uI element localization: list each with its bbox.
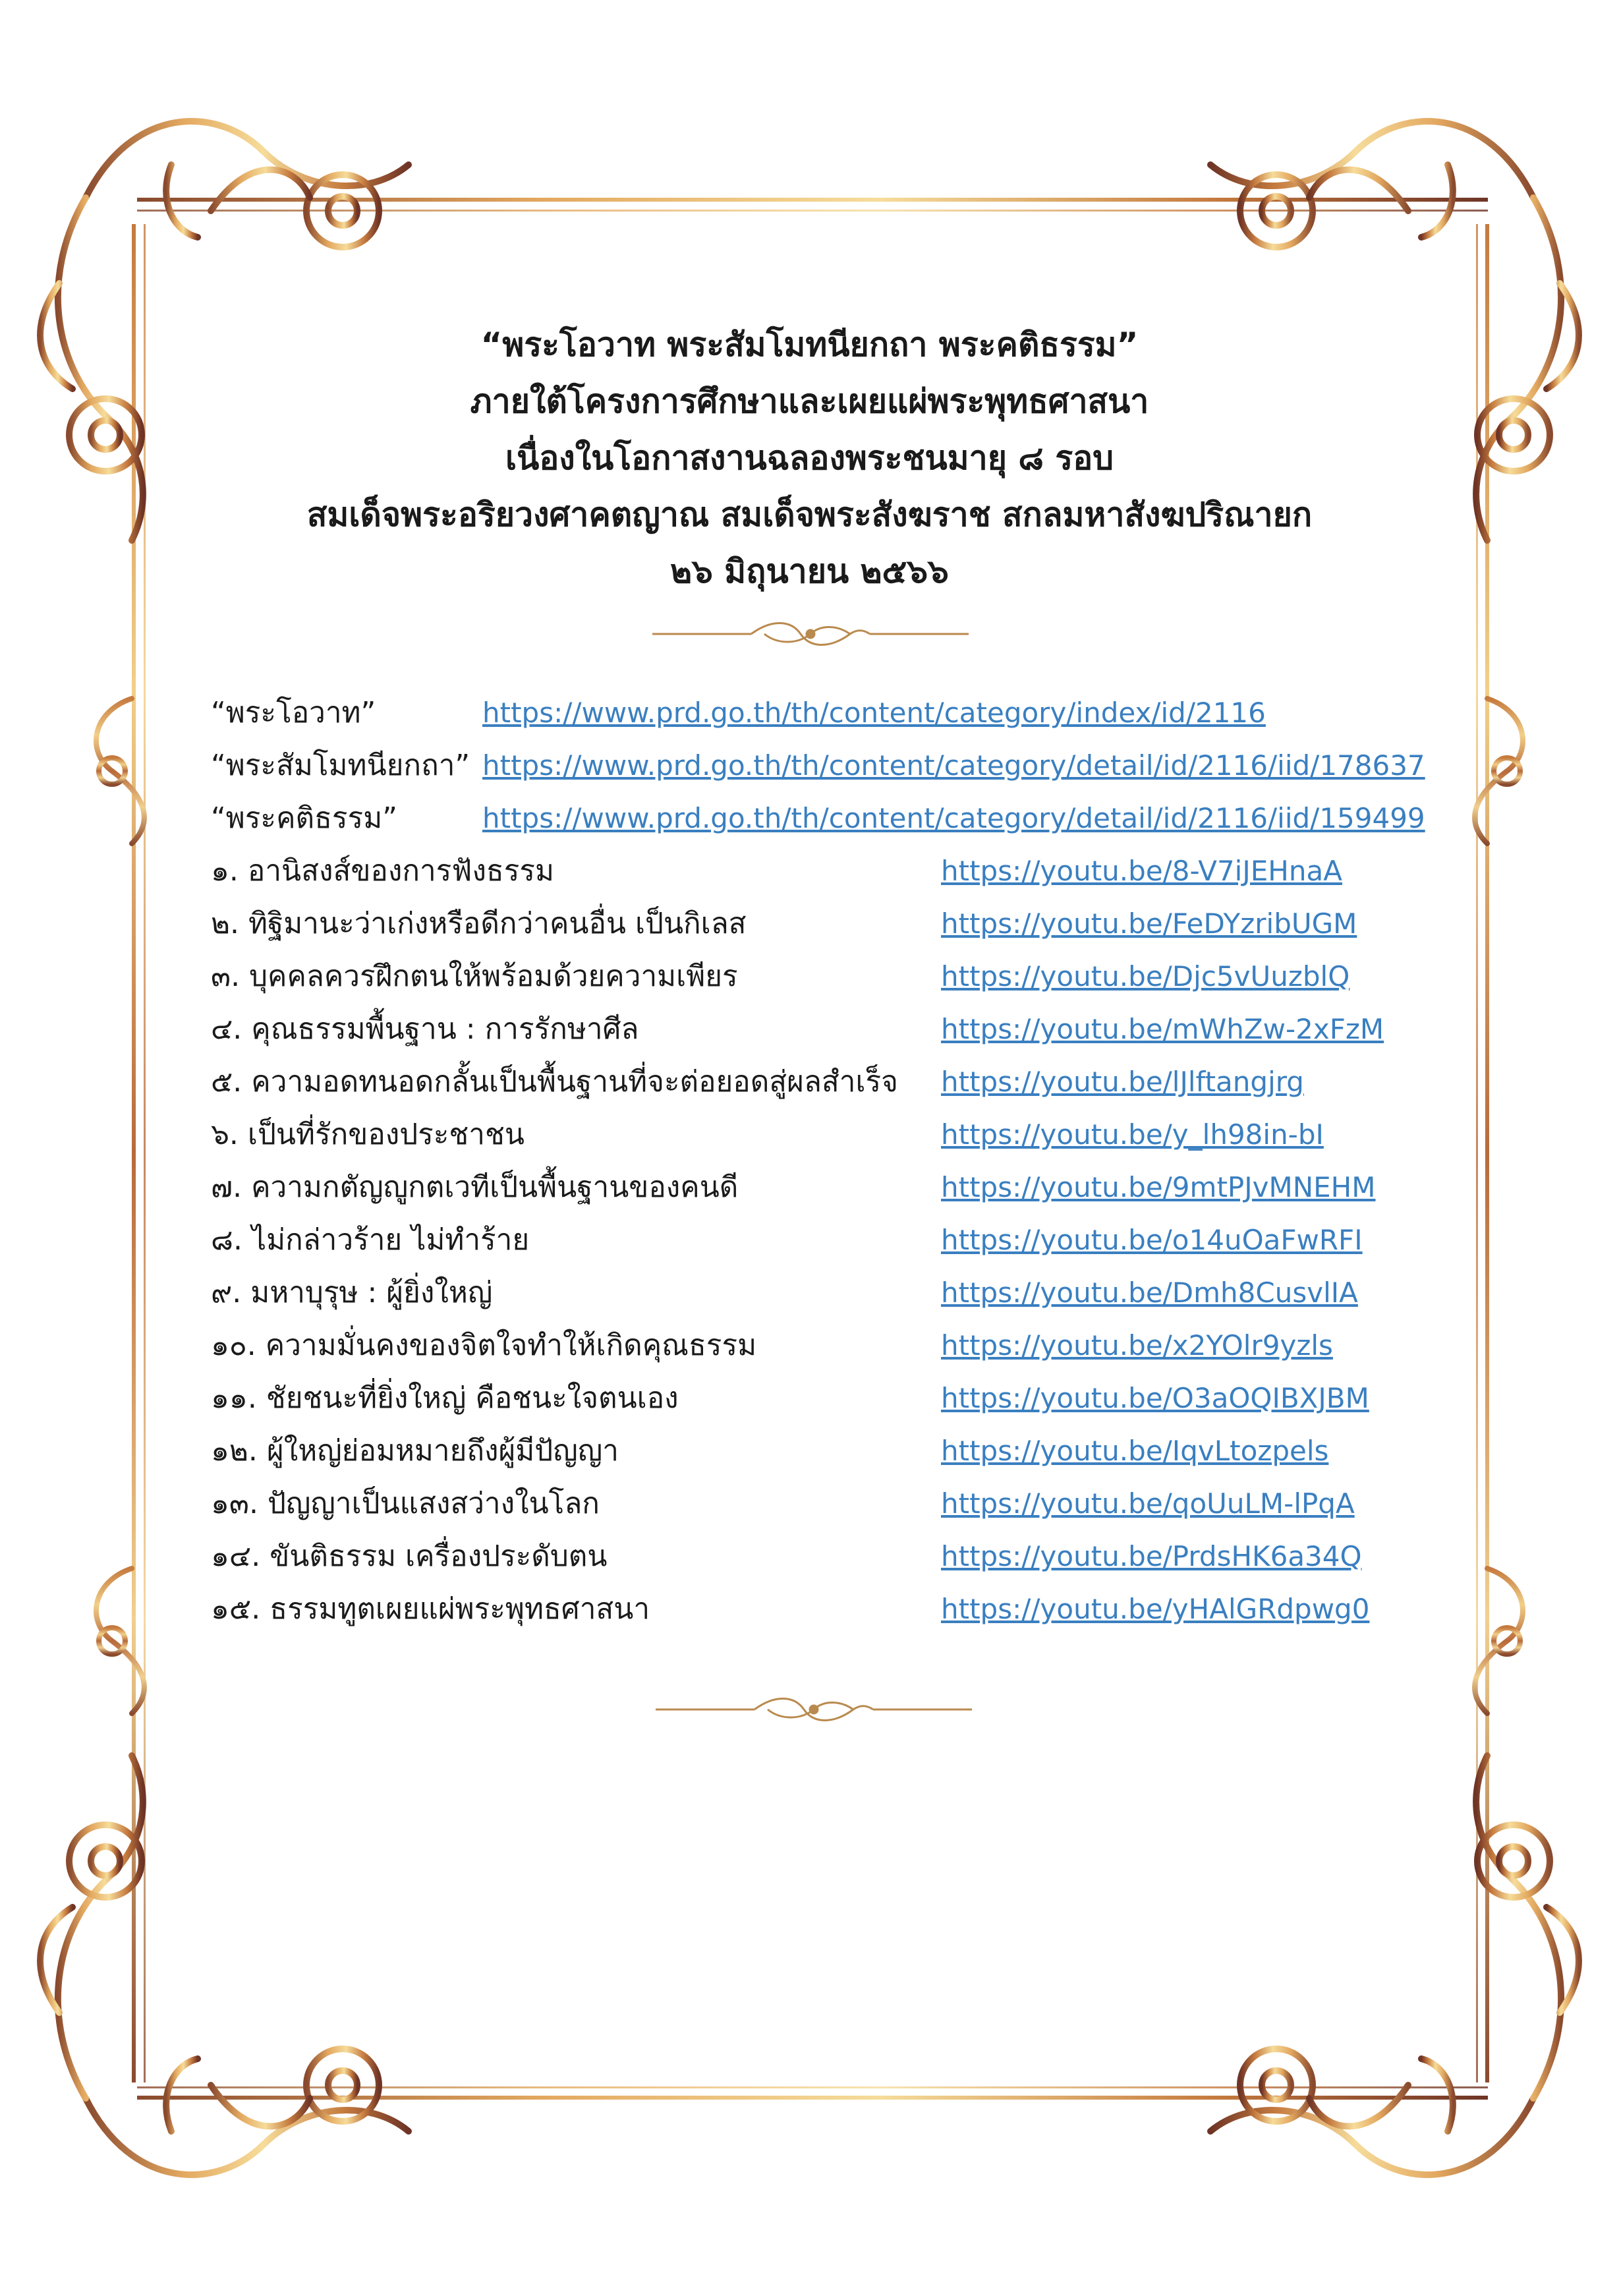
category-link[interactable]: https://www.prd.go.th/th/content/category/index/id/2116 — [482, 697, 1266, 729]
video-link[interactable]: https://youtu.be/Dmh8CusvlIA — [941, 1277, 1358, 1309]
title-line-4: สมเด็จพระอริยวงศาคตญาณ สมเด็จพระสังฆราช สกลมหาสังฆปริณายก — [306, 496, 1313, 534]
video-title: ๙. มหาบุรุษ : ผู้ยิ่งใหญ่ — [211, 1276, 493, 1309]
video-link[interactable]: https://youtu.be/9mtPJvMNEHM — [941, 1171, 1376, 1203]
title-date: ๒๖ มิถุนายน ๒๕๖๖ — [670, 552, 949, 590]
video-title: ๑๐. ความมั่นคงของจิตใจทำให้เกิดคุณธรรม — [211, 1329, 757, 1362]
divider-top — [652, 623, 969, 645]
video-title: ๖. เป็นที่รักของประชาชน — [211, 1118, 525, 1151]
category-link[interactable]: https://www.prd.go.th/th/content/category/detail/id/2116/iid/178637 — [482, 749, 1425, 782]
video-link[interactable]: https://youtu.be/IqvLtozpels — [941, 1435, 1329, 1467]
video-title: ๒. ทิฐิมานะว่าเก่งหรือดีกว่าคนอื่น เป็นกิเลส — [211, 907, 747, 940]
video-link[interactable]: https://youtu.be/Djc5vUuzblQ — [941, 960, 1350, 992]
video-link[interactable]: https://youtu.be/FeDYzribUGM — [941, 907, 1357, 940]
video-link[interactable]: https://youtu.be/yHAlGRdpwg0 — [941, 1593, 1370, 1625]
video-title: ๑. อานิสงส์ของการฟังธรรม — [211, 854, 555, 888]
video-title: ๕. ความอดทนอดกลั้นเป็นพื้นฐานที่จะต่อยอดสู่ผลสำเร็จ — [211, 1065, 898, 1099]
category-label: “พระคติธรรม” — [211, 801, 397, 835]
video-title: ๑๓. ปัญญาเป็นแสงสว่างในโลก — [211, 1487, 600, 1520]
video-link[interactable]: https://youtu.be/O3aOQIBXJBM — [941, 1382, 1369, 1414]
video-title: ๑๒. ผู้ใหญ่ย่อมหมายถึงผู้มีปัญญา — [211, 1434, 619, 1468]
side-ornament-left — [96, 699, 144, 1713]
video-link[interactable]: https://youtu.be/8-V7iJEHnaA — [941, 855, 1342, 887]
video-link[interactable]: https://youtu.be/qoUuLM-lPqA — [941, 1487, 1355, 1520]
video-title: ๑๑. ชัยชนะที่ยิ่งใหญ่ คือชนะใจตนเอง — [211, 1381, 679, 1415]
category-label: “พระสัมโมทนียกถา” — [211, 749, 470, 782]
video-title: ๑๕. ธรรมทูตเผยแผ่พระพุทธศาสนา — [211, 1592, 650, 1626]
side-ornament-right — [1475, 699, 1523, 1713]
video-title: ๘. ไม่กล่าวร้าย ไม่ทำร้าย — [211, 1223, 530, 1257]
video-title: ๔. คุณธรรมพื้นฐาน : การรักษาศีล — [211, 1012, 639, 1046]
corner-ornament-bottom-right — [1210, 1756, 1579, 2175]
title-line-3: เนื่องในโอกาสงานฉลองพระชนมายุ ๘ รอบ — [505, 439, 1114, 477]
video-link[interactable]: https://youtu.be/lJlftangjrg — [941, 1066, 1304, 1098]
video-link[interactable]: https://youtu.be/x2YOlr9yzls — [941, 1329, 1333, 1362]
video-link[interactable]: https://youtu.be/o14uOaFwRFI — [941, 1224, 1363, 1256]
divider-bottom — [656, 1699, 972, 1721]
corner-ornament-bottom-left — [40, 1756, 409, 2175]
video-link[interactable]: https://youtu.be/PrdsHK6a34Q — [941, 1540, 1362, 1572]
title-line-2: ภายใต้โครงการศึกษาและเผยแผ่พระพุทธศาสนา — [470, 382, 1149, 420]
category-label: “พระโอวาท” — [211, 696, 376, 730]
title-line-1: “พระโอวาท พระสัมโมทนียกถา พระคติธรรม” — [480, 326, 1139, 364]
document-title — [0, 316, 1619, 600]
video-link[interactable]: https://youtu.be/y_lh98in-bI — [941, 1118, 1324, 1151]
video-link[interactable]: https://youtu.be/mWhZw-2xFzM — [941, 1013, 1384, 1045]
video-title: ๑๔. ขันติธรรม เครื่องประดับตน — [211, 1539, 608, 1573]
category-link[interactable]: https://www.prd.go.th/th/content/category/detail/id/2116/iid/159499 — [482, 802, 1425, 834]
video-title: ๗. ความกตัญญูกตเวทีเป็นพื้นฐานของคนดี — [211, 1170, 739, 1204]
video-title: ๓. บุคคลควรฝึกตนให้พร้อมด้วยความเพียร — [211, 960, 738, 993]
